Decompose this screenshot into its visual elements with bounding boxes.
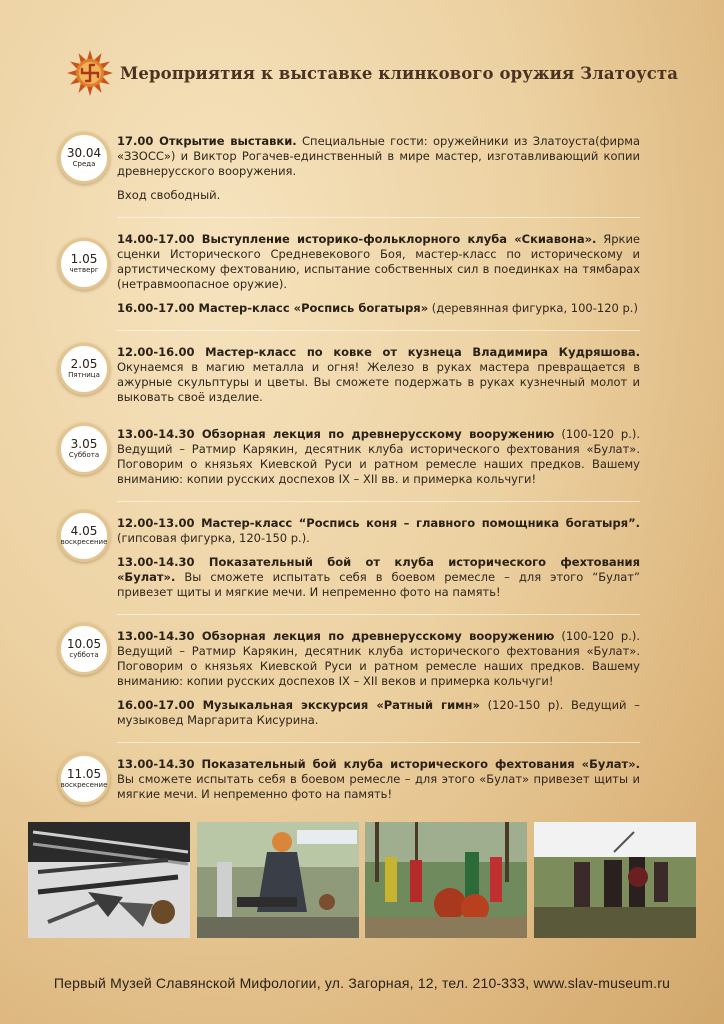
date-number: 10.05 <box>66 637 102 651</box>
event-item-text: (100-120 р.). Ведущий – Ратмир Карякин, десятник клуба исторического фехтования «Булат». Поговорим о князьях Киевской Руси и ратном ремесле наших предков. Вашему вниманию: копии русских доспехов IX – XII вв. и примерка кольчуги! <box>117 427 640 486</box>
date-number: 11.05 <box>66 767 102 781</box>
event-item-title: 13.00-14.30 Показательный бой клуба исторического фехтования «Булат». <box>117 757 640 771</box>
date-weekday: Пятница <box>68 371 100 379</box>
event-block <box>0 128 724 217</box>
event-item-title: 12.00-16.00 Мастер-класс по ковке от кузнеца Владимира Кудряшова. <box>117 345 640 359</box>
date-weekday: четверг <box>69 266 99 274</box>
event-item <box>117 516 640 546</box>
sun-cross-logo-icon <box>66 49 114 97</box>
date-badge <box>58 623 110 675</box>
date-number: 2.05 <box>70 357 98 371</box>
photo-sword-fight <box>534 822 696 938</box>
event-item <box>117 301 640 316</box>
date-number: 3.05 <box>70 437 98 451</box>
date-number: 4.05 <box>70 524 98 538</box>
event-item-text: (100-120 р.). Ведущий – Ратмир Карякин, десятник клуба исторического фехтования «Булат». Поговорим о князьях Киевской Руси и ратном ремесле наших предков. Вашему вниманию: копии русских доспехов IX – XII веков и примерка кольчуги! <box>117 629 640 688</box>
date-badge <box>58 238 110 290</box>
date-number: 30.04 <box>66 146 102 160</box>
date-badge <box>58 132 110 184</box>
date-badge <box>58 343 110 395</box>
event-block <box>0 615 724 742</box>
date-weekday: воскресение <box>60 781 108 789</box>
photo-blacksmith <box>197 822 359 938</box>
photo-blades <box>28 822 190 938</box>
event-item <box>117 345 640 405</box>
event-item-text: (120-150 р). Ведущий – музыковед Маргарита Кисурина. <box>117 698 640 727</box>
event-block <box>0 502 724 614</box>
event-item <box>117 134 640 179</box>
event-item-text: (гипсовая фигурка, 120-150 р.). <box>117 531 310 545</box>
event-item-text: Яркие сценки Исторического Средневекового Боя, мастер-класс по историческому и артистическому фехтованию, испытание собственных сил в поединках на тямбарах (нетравмоопасное оружие). <box>117 232 640 291</box>
event-item <box>117 232 640 292</box>
event-item <box>117 757 640 802</box>
photo-reenactors-shields <box>365 822 527 938</box>
date-badge <box>58 423 110 475</box>
event-block <box>0 419 724 501</box>
event-item-title: 13.00-14.30 Обзорная лекция по древнерусскому вооружению <box>117 629 555 643</box>
event-item <box>117 188 640 203</box>
date-weekday: Суббота <box>68 451 100 459</box>
photo-strip <box>28 822 696 938</box>
event-item-text: (деревянная фигурка, 100-120 р.) <box>428 301 638 315</box>
event-item-title: 14.00-17.00 Выступление историко-фольклорного клуба «Скиавона». <box>117 232 597 246</box>
event-item-text: Вы сможете испытать себя в боевом ремесле – для этого “Булат” привезет щиты и мягкие мечи. И непременно фото на память! <box>117 570 640 599</box>
date-badge <box>58 753 110 805</box>
event-item-title: 13.00-14.30 Показательный бой от клуба исторического фехтования «Булат». <box>117 555 640 584</box>
event-item-title: 16.00-17.00 Мастер-класс «Роспись богатыря» <box>117 301 429 315</box>
event-block <box>0 331 724 419</box>
event-block <box>0 218 724 330</box>
event-item-title: 16.00-17.00 Музыкальная экскурсия «Ратный гимн» <box>117 698 480 712</box>
events-list <box>0 128 724 812</box>
event-item <box>117 629 640 689</box>
event-item <box>117 427 640 487</box>
event-item-text: Окунаемся в магию металла и огня! Железо в руках мастера превращается в ажурные скульптуры и цветы. Вы сможете подержать в руках кузнечный молот и выковать своё изделие. <box>117 360 640 404</box>
date-weekday: воскресение <box>60 538 108 546</box>
event-item <box>117 698 640 728</box>
event-item-text: Вход свободный. <box>117 188 221 202</box>
event-item-title: 13.00-14.30 Обзорная лекция по древнерусскому вооружению <box>117 427 555 441</box>
event-item-text: Специальные гости: оружейники из Златоуста(фирма «ЗЗОСС») и Виктор Рогачев-единственный в мире мастер, изготавливающий копии древнерусского вооружения. <box>117 134 640 178</box>
event-item <box>117 555 640 600</box>
date-weekday: Среда <box>72 160 96 168</box>
date-weekday: суббота <box>69 651 99 659</box>
page-title: Мероприятия к выставке клинкового оружия Златоуста <box>120 63 679 83</box>
event-item-text: Вы сможете испытать себя в боевом ремесле – для этого «Булат» привезет щиты и мягкие мечи. И непременно фото на память! <box>117 772 640 801</box>
event-item-title: 17.00 Открытие выставки. <box>117 134 297 148</box>
page-header <box>66 50 686 96</box>
footer-contacts: Первый Музей Славянской Мифологии, ул. Загорная, 12, тел. 210-333, www.slav-museum.ru <box>53 975 671 991</box>
date-number: 1.05 <box>70 252 98 266</box>
event-item-title: 12.00-13.00 Мастер-класс “Роспись коня – главного помощника богатыря”. <box>117 516 640 530</box>
date-badge <box>58 510 110 562</box>
event-block <box>0 743 724 812</box>
